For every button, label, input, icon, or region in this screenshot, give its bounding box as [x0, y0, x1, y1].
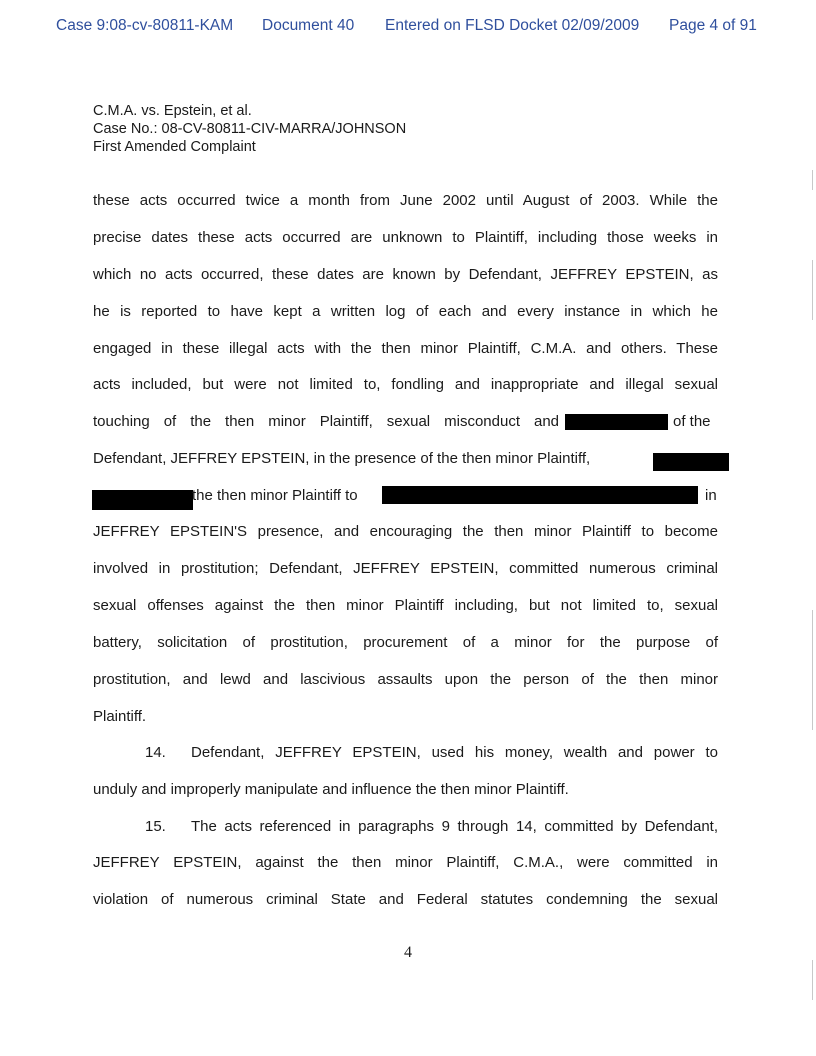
redaction-block: [382, 486, 698, 504]
paragraph-number: 15.: [145, 818, 166, 835]
body-line: Defendant, JEFFREY EPSTEIN, used his money, wealth and power to: [191, 744, 718, 761]
caption-case-number: Case No.: 08-CV-80811-CIV-MARRA/JOHNSON: [93, 121, 407, 137]
paragraph-number: 14.: [145, 744, 166, 761]
scan-artifact: [812, 960, 813, 1000]
body-line-segment: touching of the then minor Plaintiff, sexual misconduct and: [93, 413, 559, 430]
body-line: violation of numerous criminal State and Federal statutes condemning the sexual: [93, 891, 718, 908]
body-line: battery, solicitation of prostitution, procurement of a minor for the purpose of: [93, 634, 718, 651]
body-line-with-redaction: [93, 449, 733, 469]
body-line: which no acts occurred, these dates are known by Defendant, JEFFREY EPSTEIN, as: [93, 266, 718, 283]
body-line-segment: in: [705, 487, 717, 504]
body-line: Plaintiff.: [93, 708, 147, 725]
body-line: these acts occurred twice a month from June 2002 until August of 2003. While the: [93, 192, 718, 209]
docket-entered-date: Entered on FLSD Docket 02/09/2009: [385, 17, 640, 34]
case-caption: [93, 102, 406, 156]
body-line: JEFFREY EPSTEIN'S presence, and encouraging the then minor Plaintiff to become: [93, 523, 718, 540]
body-line: JEFFREY EPSTEIN, against the then minor Plaintiff, C.M.A., were committed in: [93, 854, 718, 871]
body-line: involved in prostitution; Defendant, JEFFREY EPSTEIN, committed numerous criminal: [93, 560, 718, 577]
scan-artifact: [812, 610, 813, 730]
redaction-block: [653, 453, 729, 471]
body-line: he is reported to have kept a written log of each and every instance in which he: [93, 303, 718, 320]
body-line: sexual offenses against the then minor Plaintiff including, but not limited to, sexual: [93, 597, 718, 614]
body-line: The acts referenced in paragraphs 9 through 14, committed by Defendant,: [191, 818, 718, 835]
body-line-with-redaction: [93, 486, 718, 506]
page-number: 4: [404, 944, 412, 961]
caption-document-title: First Amended Complaint: [93, 139, 256, 155]
body-line: precise dates these acts occurred are unknown to Plaintiff, including those weeks in: [93, 229, 718, 246]
docket-document-number: Document 40: [262, 17, 355, 34]
body-line: acts included, but were not limited to, fondling and inappropriate and illegal sexual: [93, 376, 718, 393]
redaction-block: [92, 490, 193, 510]
body-line-segment: of the: [673, 413, 711, 430]
docket-case-number: Case 9:08-cv-80811-KAM: [56, 17, 234, 34]
body-line: prostitution, and lewd and lascivious assaults upon the person of the then minor: [93, 671, 718, 688]
scan-artifact: [812, 260, 813, 320]
docket-header: [0, 17, 816, 39]
body-line: unduly and improperly manipulate and influence the then minor Plaintiff.: [93, 781, 569, 798]
body-line-segment: Defendant, JEFFREY EPSTEIN, in the presence of the then minor Plaintiff,: [93, 450, 591, 467]
docket-page-count: Page 4 of 91: [669, 17, 757, 34]
redaction-block: [565, 414, 668, 430]
body-line: engaged in these illegal acts with the then minor Plaintiff, C.M.A. and others. These: [93, 340, 718, 357]
scan-artifact: [812, 170, 813, 190]
body-line-segment: the then minor Plaintiff to: [192, 487, 358, 504]
caption-parties: C.M.A. vs. Epstein, et al.: [93, 103, 252, 119]
body-line-with-redaction: [93, 412, 718, 432]
